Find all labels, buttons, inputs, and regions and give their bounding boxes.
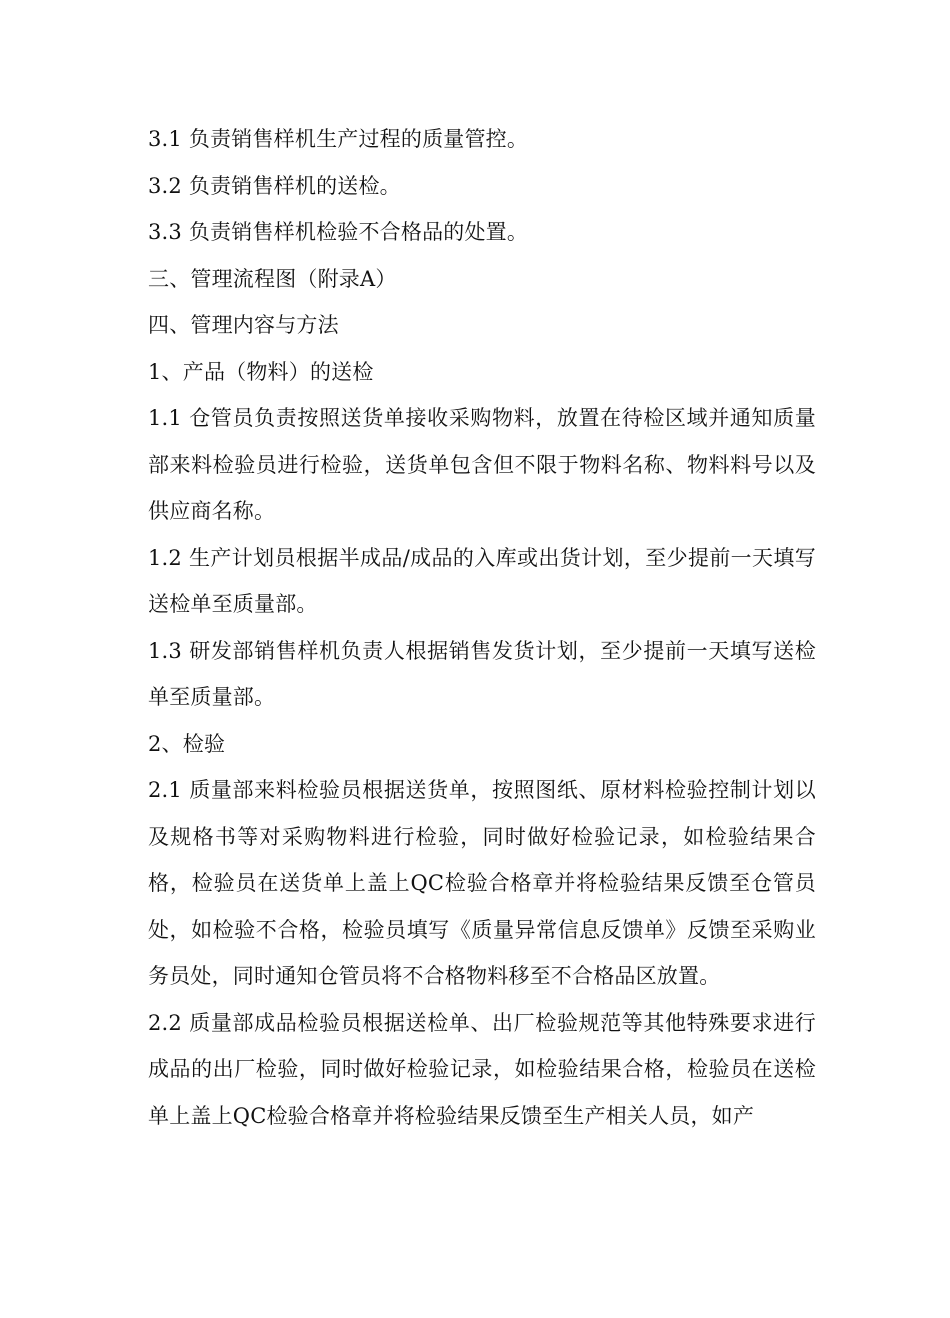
section-heading-3: 三、管理流程图（附录A）: [148, 266, 397, 291]
paragraph-2-1: 2.1 质量部来料检验员根据送货单，按照图纸、原材料检验控制计划以及规格书等对采购物料进行检验，同时做好检验记录，如检验结果合格，检验员在送货单上盖上QC检验合格章并将检验结果反馈至仓管员处，如检验不合格，检验员填写《质量异常信息反馈单》反馈至采购业务员处，同时通知仓管员将不合格物料移至不合格品区放置。: [148, 778, 816, 988]
paragraph-1-2: 1.2 生产计划员根据半成品/成品的入库或出货计划，至少提前一天填写送检单至质量部。: [148, 545, 816, 616]
paragraph-1-1: 1.1 仓管员负责按照送货单接收采购物料，放置在待检区域并通知质量部来料检验员进行检验，送货单包含但不限于物料名称、物料料号以及供应商名称。: [148, 406, 816, 523]
paragraph-3-1: 3.1 负责销售样机生产过程的质量管控。: [148, 127, 529, 151]
document-body: [148, 116, 816, 1139]
paragraph-3-3: 3.3 负责销售样机检验不合格品的处置。: [148, 220, 529, 244]
paragraph-1-3: 1.3 研发部销售样机负责人根据销售发货计划，至少提前一天填写送检单至质量部。: [148, 638, 816, 709]
section-heading-4: 四、管理内容与方法: [148, 313, 339, 337]
paragraph-2-2: 2.2 质量部成品检验员根据送检单、出厂检验规范等其他特殊要求进行成品的出厂检验，同时做好检验记录，如检验结果合格，检验员在送检单上盖上QC检验合格章并将检验结果反馈至生产相关人员，如产: [148, 1010, 816, 1128]
paragraph-3-2: 3.2 负责销售样机的送检。: [148, 173, 401, 198]
subsection-heading-2: 2、检验: [148, 731, 226, 756]
subsection-heading-1: 1、产品（物料）的送检: [148, 359, 374, 384]
